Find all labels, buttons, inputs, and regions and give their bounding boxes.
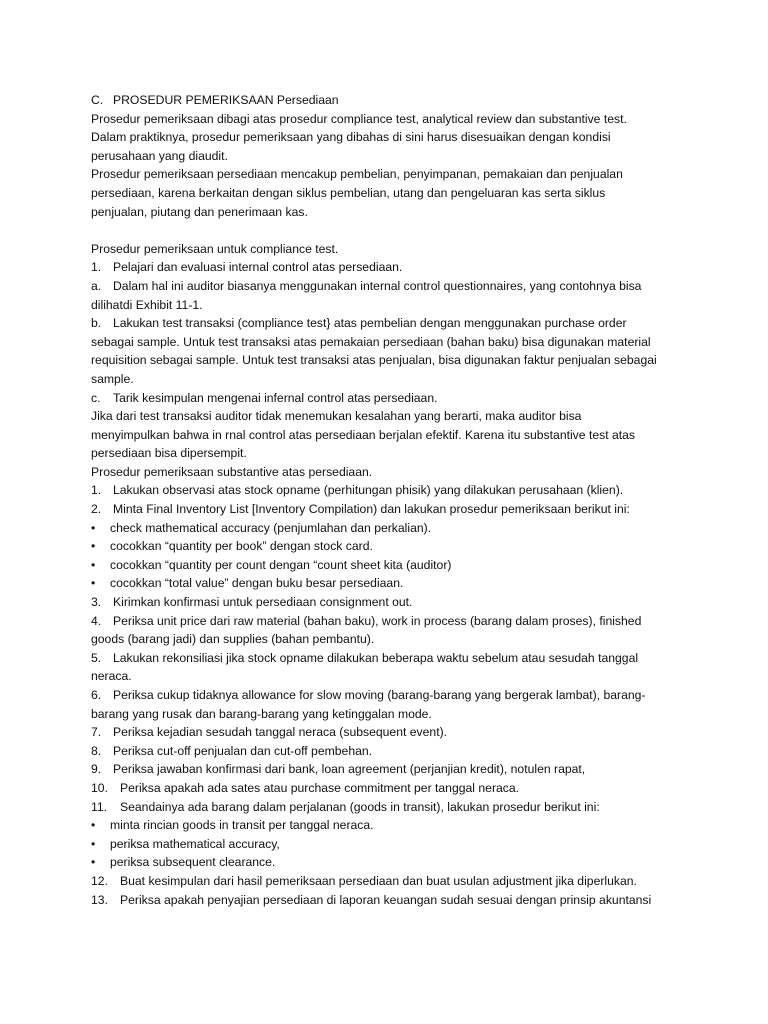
bullet-glyph: • bbox=[91, 557, 96, 572]
bullet-glyph: • bbox=[91, 520, 96, 535]
intro-line: perusahaan yang diaudit. bbox=[91, 148, 228, 163]
item-continuation: requisition sebagai sample. Untuk test transaksi atas penjualan, bisa digunakan faktur penjualan sebagai bbox=[91, 353, 657, 368]
substantive-item bbox=[91, 779, 671, 798]
item-number: 11. bbox=[91, 799, 108, 814]
compliance-subitem-c bbox=[91, 389, 671, 408]
item-continuation: neraca. bbox=[91, 669, 132, 684]
item-text: periksa subsequent clearance. bbox=[110, 855, 276, 870]
item-number: 5. bbox=[91, 650, 102, 665]
item-letter: a. bbox=[91, 278, 102, 293]
substantive-item bbox=[91, 872, 671, 891]
item-text: Periksa apakah ada sates atau purchase commitment per tanggal neraca. bbox=[120, 780, 520, 795]
intro-line: Prosedur pemeriksaan dibagi atas prosedur compliance test, analytical review dan substantive test. bbox=[91, 111, 627, 126]
item-text: Tarik kesimpulan mengenai infernal control atas persediaan. bbox=[113, 390, 438, 405]
item-text: Dalam hal ini auditor biasanya menggunakan internal control questionnaires, yang contohnya bisa bbox=[113, 278, 642, 293]
item-text: Periksa jawaban konfirmasi dari bank, loan agreement (perjanjian kredit), notulen rapat, bbox=[113, 762, 586, 777]
item-text: Buat kesimpulan dari hasil pemeriksaan persediaan dan buat usulan adjustment jika diperlukan. bbox=[120, 873, 637, 888]
item-letter: b. bbox=[91, 316, 102, 331]
item-text: Lakukan test transaksi (compliance test} atas pembelian dengan menggunakan purchase order bbox=[113, 316, 627, 331]
item-text: Periksa apakah penyajian persediaan di laporan keuangan sudah sesuai dengan prinsip akuntansi bbox=[120, 892, 652, 907]
substantive-item bbox=[91, 649, 671, 668]
bullet-item bbox=[91, 835, 671, 854]
substantive-item bbox=[91, 760, 671, 779]
item-number: 12. bbox=[91, 873, 108, 888]
item-continuation: sebagai sample. Untuk test transaksi atas pemakaian persediaan (bahan baku) bisa digunakan material bbox=[91, 334, 651, 349]
item-text: Periksa unit price dari raw material (bahan baku), work in process (barang dalam proses), finished bbox=[113, 613, 642, 628]
section-title: PROSEDUR PEMERIKSAAN Persediaan bbox=[113, 93, 339, 107]
section-heading bbox=[91, 91, 671, 110]
bullet-item bbox=[91, 537, 671, 556]
substantive-item bbox=[91, 481, 671, 500]
item-number: 1. bbox=[91, 260, 102, 275]
compliance-subitem-a bbox=[91, 277, 671, 296]
item-number: 8. bbox=[91, 743, 102, 758]
bullet-item bbox=[91, 574, 671, 593]
item-continuation: barang yang rusak dan barang-barang yang ketinggalan mode. bbox=[91, 706, 432, 721]
substantive-item bbox=[91, 686, 671, 705]
substantive-item bbox=[91, 500, 671, 519]
document-page bbox=[91, 91, 671, 909]
item-letter: c. bbox=[91, 390, 101, 405]
substantive-item bbox=[91, 742, 671, 761]
substantive-item bbox=[91, 891, 671, 910]
item-text: Seandainya ada barang dalam perjalanan (goods in transit), lakukan prosedur berikut ini: bbox=[120, 799, 600, 814]
bullet-glyph: • bbox=[91, 836, 96, 851]
item-number: 3. bbox=[91, 595, 102, 610]
blank-line bbox=[91, 221, 671, 240]
item-text: Minta Final Inventory List [Inventory Compilation) dan lakukan prosedur pemeriksaan berikut ini: bbox=[113, 502, 630, 517]
compliance-title: Prosedur pemeriksaan untuk compliance test. bbox=[91, 241, 339, 256]
section-marker: C. bbox=[91, 93, 104, 107]
item-text: cocokkan “total value” dengan buku besar persediaan. bbox=[110, 576, 404, 591]
item-number: 4. bbox=[91, 613, 102, 628]
intro-line: Prosedur pemeriksaan persediaan mencakup pembelian, penyimpanan, pemakaian dan penjualan bbox=[91, 167, 623, 182]
item-text: Lakukan rekonsiliasi jika stock opname dilakukan beberapa waktu sebelum atau sesudah tanggal bbox=[113, 650, 639, 665]
substantive-item bbox=[91, 798, 671, 817]
substantive-title: Prosedur pemeriksaan substantive atas persediaan. bbox=[91, 464, 373, 479]
item-text: periksa mathematical accuracy, bbox=[110, 836, 280, 851]
conclusion-line: persediaan bisa dipersempit. bbox=[91, 446, 247, 461]
item-number: 1. bbox=[91, 483, 102, 498]
bullet-item bbox=[91, 816, 671, 835]
compliance-subitem-b bbox=[91, 314, 671, 333]
item-number: 9. bbox=[91, 762, 102, 777]
item-text: Periksa cut-off penjualan dan cut-off pembehan. bbox=[113, 743, 373, 758]
intro-line: Dalam praktiknya, prosedur pemeriksaan yang dibahas di sini harus disesuaikan dengan kondisi bbox=[91, 130, 611, 145]
intro-line: penjualan, piutang dan penerimaan kas. bbox=[91, 204, 308, 219]
item-text: Kirimkan konfirmasi untuk persediaan consignment out. bbox=[113, 595, 413, 610]
item-continuation: sample. bbox=[91, 371, 134, 386]
substantive-item bbox=[91, 723, 671, 742]
substantive-item bbox=[91, 612, 671, 631]
bullet-glyph: • bbox=[91, 818, 96, 833]
intro-line: persediaan, karena berkaitan dengan siklus pembelian, utang dan pengeluaran kas serta siklus bbox=[91, 185, 606, 200]
item-text: check mathematical accuracy (penjumlahan dan perkalian). bbox=[110, 520, 432, 535]
item-continuation: goods (barang jadi) dan supplies (bahan pembantu). bbox=[91, 632, 375, 647]
item-number: 6. bbox=[91, 688, 102, 702]
bullet-glyph: • bbox=[91, 576, 96, 591]
bullet-item bbox=[91, 556, 671, 575]
bullet-glyph: • bbox=[91, 855, 96, 870]
item-text: minta rincian goods in transit per tanggal neraca. bbox=[110, 818, 374, 833]
item-continuation: dilihatdi Exhibit 11-1. bbox=[91, 297, 203, 312]
conclusion-line: menyimpulkan bahwa in rnal control atas persediaan berjalan efektif. Karena itu substantive test atas bbox=[91, 427, 636, 442]
item-number: 7. bbox=[91, 725, 102, 740]
item-text: Periksa kejadian sesudah tanggal neraca (subsequent event). bbox=[113, 725, 448, 740]
item-text: Lakukan observasi atas stock opname (perhitungan phisik) yang dilakukan perusahaan (klien). bbox=[113, 483, 624, 498]
item-text: cocokkan “quantity per count dengan “count sheet kita (auditor) bbox=[110, 557, 452, 572]
compliance-item bbox=[91, 258, 671, 277]
bullet-glyph: • bbox=[91, 539, 96, 554]
item-number: 13. bbox=[91, 892, 108, 907]
bullet-item bbox=[91, 853, 671, 872]
item-text: Periksa cukup tidaknya allowance for slow moving (barang-barang yang bergerak lambat), barang- bbox=[113, 688, 646, 702]
item-number: 10. bbox=[91, 780, 108, 795]
substantive-item bbox=[91, 593, 671, 612]
bullet-item bbox=[91, 519, 671, 538]
item-text: cocokkan “quantity per book” dengan stock card. bbox=[110, 539, 373, 554]
item-number: 2. bbox=[91, 502, 102, 517]
conclusion-line: Jika dari test transaksi auditor tidak menemukan kesalahan yang berarti, maka auditor bisa bbox=[91, 409, 582, 424]
item-text: Pelajari dan evaluasi internal control atas persediaan. bbox=[113, 260, 403, 275]
